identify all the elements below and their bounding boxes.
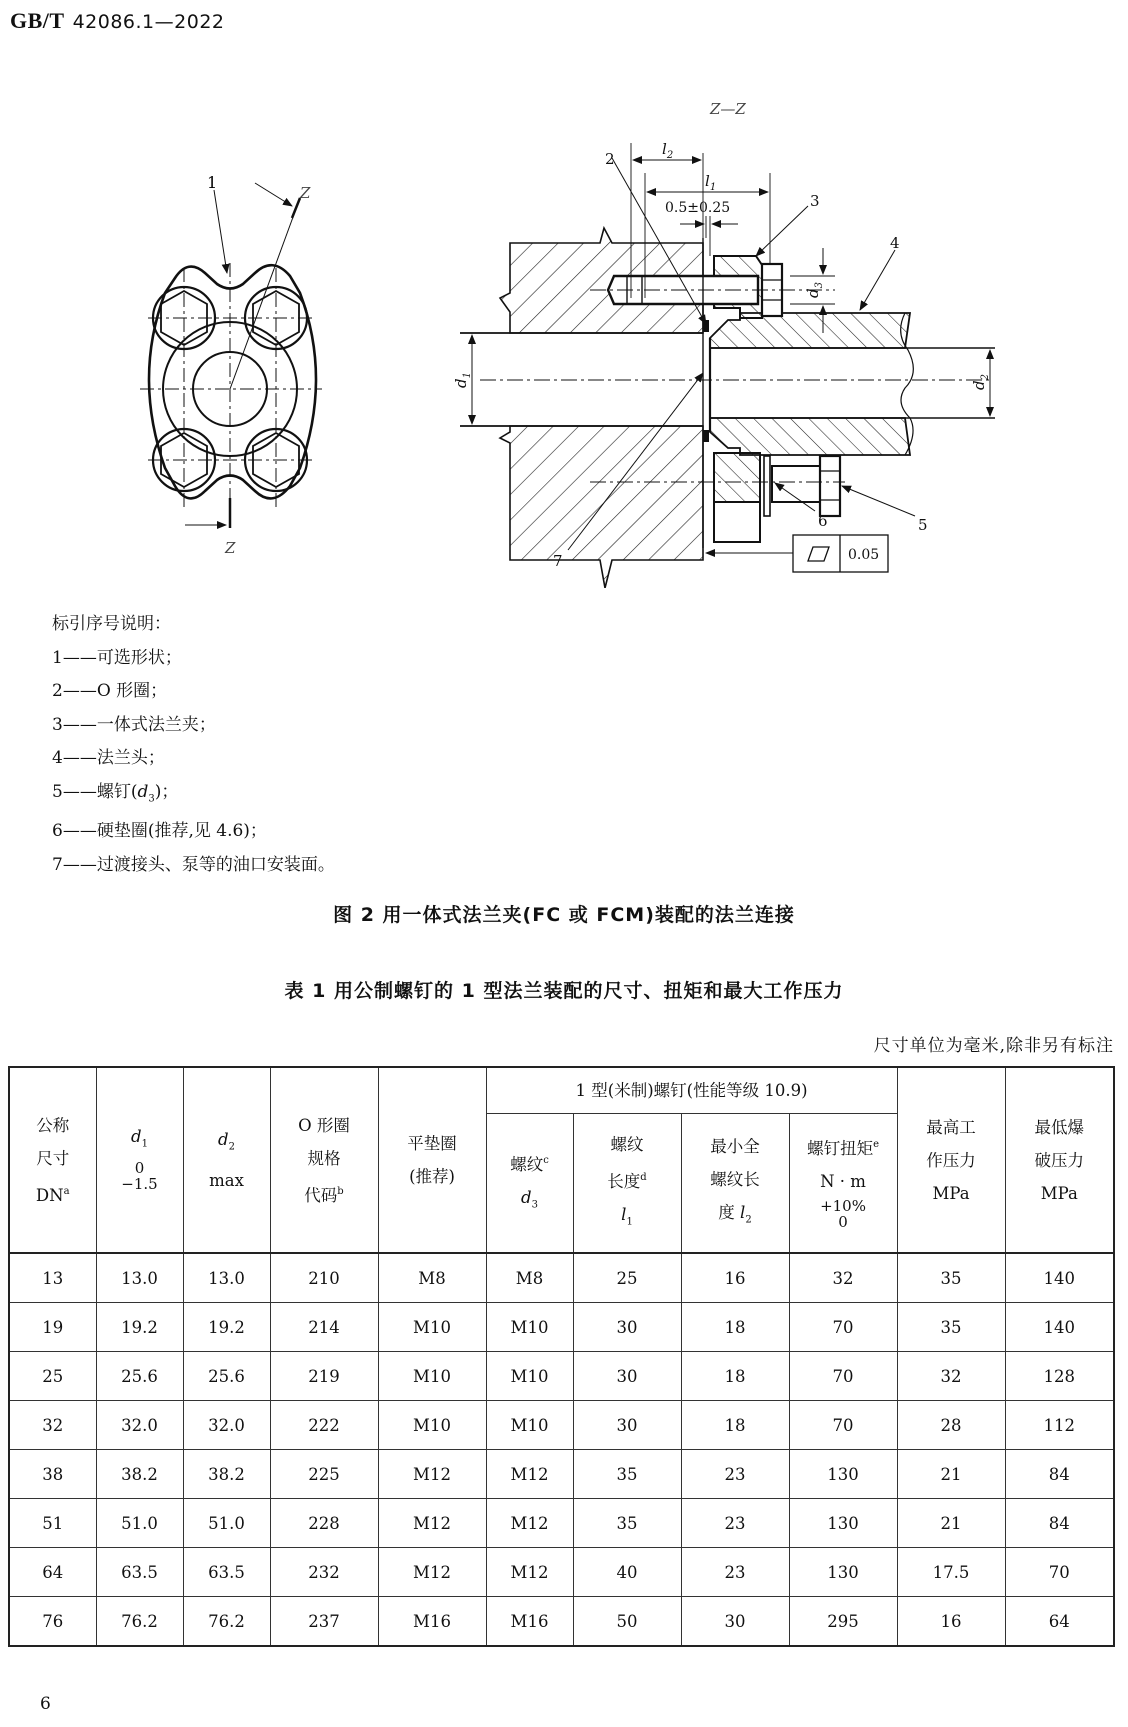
flange-front-view	[140, 183, 322, 528]
section-marker-bottom: Z	[225, 539, 236, 557]
flatness-value: 0.05	[848, 547, 880, 563]
header-dn: 公称 尺寸 $DN^a$	[9, 1067, 96, 1253]
figure-caption: 图 2 用一体式法兰夹(FC 或 FCM)装配的法兰连接	[333, 904, 795, 926]
callout-7: 7	[553, 552, 563, 570]
standard-prefix: GB/T	[10, 8, 65, 33]
header-thread-length: 螺纹 长度$^d$ $l_1$	[573, 1113, 681, 1253]
table-row: 19 19.2 19.2 214 M10 M10 30 18 70 35 140	[9, 1303, 1114, 1352]
table-row: 32 32.0 32.0 222 M10 M10 30 18 70 28 112	[9, 1401, 1114, 1450]
dim-l1: $l_1$	[705, 172, 717, 193]
header-screw-group: 1 型(米制)螺钉(性能等级 10.9)	[486, 1067, 897, 1113]
legend-title: 标引序号说明：	[52, 614, 171, 634]
units-note: 尺寸单位为毫米,除非另有标注	[873, 1036, 1114, 1056]
table-row: 76 76.2 76.2 237 M16 M16 50 30 295 16 64	[9, 1597, 1114, 1647]
legend	[52, 608, 335, 882]
callout-5: 5	[918, 516, 928, 534]
legend-item-5: 5——螺钉$(d_3)$；	[52, 781, 179, 804]
callout-3: 3	[810, 192, 820, 210]
table-row: 64 63.5 63.5 232 M12 M12 40 23 130 17.5 70	[9, 1548, 1114, 1597]
section-marker-top: Z	[300, 184, 311, 202]
legend-item-6: 6——硬垫圈(推荐,见 4.6)；	[52, 821, 267, 842]
standard-header	[10, 8, 225, 34]
table-row: 51 51.0 51.0 228 M12 M12 35 23 130 21 84	[9, 1499, 1114, 1548]
page-number: 6	[40, 1694, 51, 1714]
header-max-work-pressure: 最高工 作压力 MPa	[897, 1067, 1005, 1253]
dim-d3: $d_3$	[804, 282, 825, 298]
standard-number: 42086.1—2022	[72, 11, 225, 33]
dim-gap: 0.5±0.25	[665, 200, 731, 216]
header-torque: 螺钉扭矩$^e$ N · m +10% 0	[789, 1113, 897, 1253]
dim-l2: $l_2$	[662, 140, 674, 161]
callout-6: 6	[818, 512, 828, 530]
legend-item-4: 4——法兰头；	[52, 748, 165, 768]
table-body	[9, 1253, 1114, 1646]
legend-item-3: 3——一体式法兰夹；	[52, 714, 216, 735]
legend-item-2: 2——O 形圈；	[52, 681, 168, 701]
table-row: 38 38.2 38.2 225 M12 M12 35 23 130 21 84	[9, 1450, 1114, 1499]
legend-item-7: 7——过渡接头、泵等的油口安装面。	[52, 854, 335, 875]
callout-4: 4	[890, 234, 900, 252]
legend-item-1: 1——可选形状；	[52, 647, 182, 668]
header-min-burst-pressure: 最低爆 破压力 MPa	[1005, 1067, 1114, 1253]
dim-d2: $d_2$	[970, 374, 991, 390]
callout-2: 2	[605, 150, 615, 168]
header-thread: 螺纹$^c$ $d_3$	[486, 1113, 573, 1253]
header-min-full-thread: 最小全 螺纹长 度 $l_2$	[681, 1113, 789, 1253]
figure-2-drawing	[0, 88, 1128, 588]
header-washer: 平垫圈 (推荐)	[378, 1067, 486, 1253]
callout-1: 1	[207, 173, 218, 192]
dim-d1: $d_1$	[452, 372, 473, 388]
spec-table	[8, 1066, 1115, 1647]
header-oring: O 形圈 规格 代码$^b$	[270, 1067, 378, 1253]
table-row: 13 13.0 13.0 210 M8 M8 25 16 32 35 140	[9, 1253, 1114, 1303]
header-d2: $d_2$ max	[183, 1067, 270, 1253]
section-label: Z—Z	[710, 100, 746, 118]
table-row: 25 25.6 25.6 219 M10 M10 30 18 70 32 128	[9, 1352, 1114, 1401]
table-title: 表 1 用公制螺钉的 1 型法兰装配的尺寸、扭矩和最大工作压力	[284, 980, 844, 1002]
header-d1: $d_1$ 0 −1.5	[96, 1067, 183, 1253]
flange-assembly-drawing	[0, 88, 1128, 588]
